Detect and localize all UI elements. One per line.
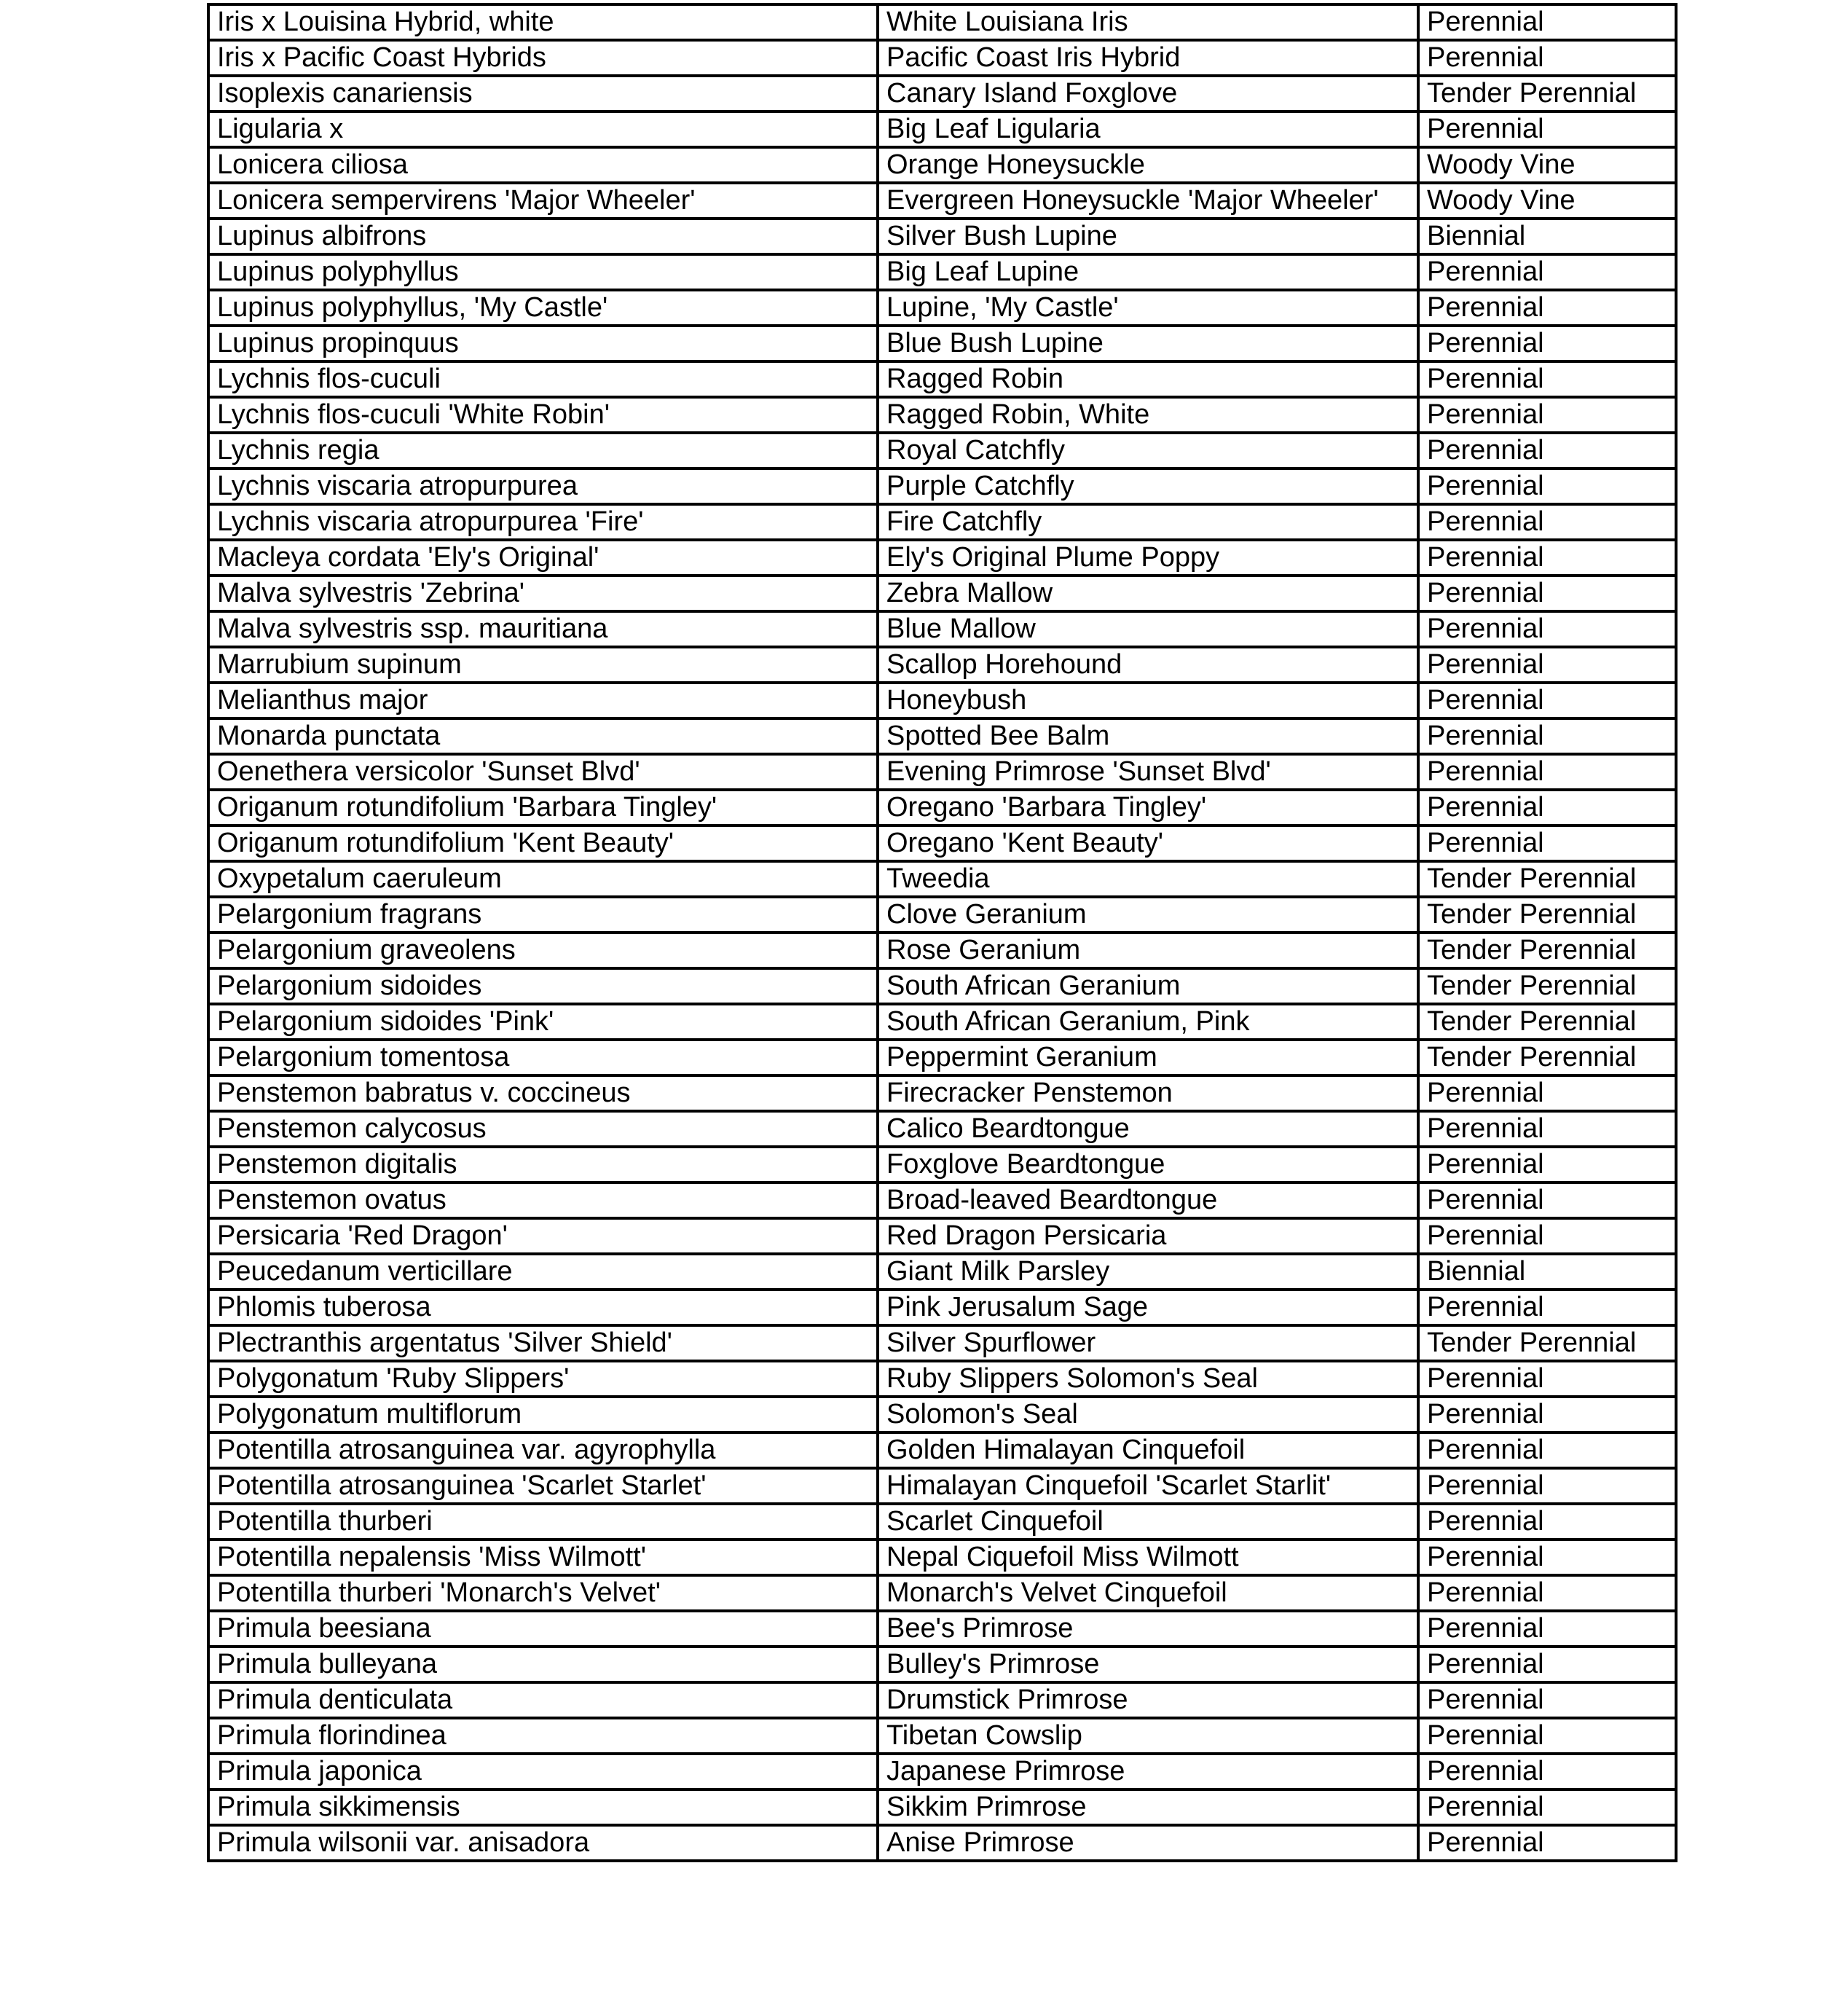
plant-type-cell: Perennial <box>1418 290 1676 326</box>
common-name-cell: Drumstick Primrose <box>878 1682 1418 1718</box>
scientific-name-cell: Potentilla nepalensis 'Miss Wilmott' <box>208 1540 878 1575</box>
table-row <box>208 611 1676 647</box>
common-name-cell: Solomon's Seal <box>878 1397 1418 1432</box>
table-row <box>208 1504 1676 1540</box>
scientific-name-cell: Potentilla atrosanguinea 'Scarlet Starlet' <box>208 1468 878 1504</box>
plant-type-cell: Perennial <box>1418 1361 1676 1397</box>
plant-type-cell: Perennial <box>1418 1504 1676 1540</box>
table-row <box>208 933 1676 968</box>
scientific-name-cell: Marrubium supinum <box>208 647 878 683</box>
common-name-cell: Oregano 'Barbara Tingley' <box>878 790 1418 825</box>
common-name-cell: Silver Bush Lupine <box>878 219 1418 254</box>
table-row <box>208 683 1676 718</box>
scientific-name-cell: Lychnis viscaria atropurpurea 'Fire' <box>208 504 878 540</box>
plant-type-cell: Woody Vine <box>1418 147 1676 183</box>
table-row <box>208 504 1676 540</box>
table-row <box>208 183 1676 219</box>
plant-type-cell: Tender Perennial <box>1418 861 1676 897</box>
scientific-name-cell: Polygonatum 'Ruby Slippers' <box>208 1361 878 1397</box>
plant-type-cell: Perennial <box>1418 1718 1676 1754</box>
plant-type-cell: Perennial <box>1418 1647 1676 1682</box>
table-row <box>208 1718 1676 1754</box>
plant-type-cell: Tender Perennial <box>1418 1325 1676 1361</box>
common-name-cell: Bee's Primrose <box>878 1611 1418 1647</box>
scientific-name-cell: Lonicera ciliosa <box>208 147 878 183</box>
table-row <box>208 468 1676 504</box>
scientific-name-cell: Primula beesiana <box>208 1611 878 1647</box>
plant-type-cell: Perennial <box>1418 790 1676 825</box>
scientific-name-cell: Primula sikkimensis <box>208 1789 878 1825</box>
common-name-cell: Clove Geranium <box>878 897 1418 933</box>
table-row <box>208 1182 1676 1218</box>
plant-type-cell: Tender Perennial <box>1418 1040 1676 1075</box>
common-name-cell: Oregano 'Kent Beauty' <box>878 825 1418 861</box>
plant-type-cell: Perennial <box>1418 754 1676 790</box>
common-name-cell: Golden Himalayan Cinquefoil <box>878 1432 1418 1468</box>
common-name-cell: Peppermint Geranium <box>878 1040 1418 1075</box>
scientific-name-cell: Melianthus major <box>208 683 878 718</box>
common-name-cell: Japanese Primrose <box>878 1754 1418 1789</box>
scientific-name-cell: Lychnis flos-cuculi 'White Robin' <box>208 397 878 433</box>
common-name-cell: Pink Jerusalum Sage <box>878 1290 1418 1325</box>
plant-type-cell: Perennial <box>1418 326 1676 361</box>
scientific-name-cell: Primula denticulata <box>208 1682 878 1718</box>
table-row <box>208 76 1676 111</box>
plant-type-cell: Perennial <box>1418 468 1676 504</box>
common-name-cell: Spotted Bee Balm <box>878 718 1418 754</box>
common-name-cell: South African Geranium, Pink <box>878 1004 1418 1040</box>
scientific-name-cell: Potentilla thurberi <box>208 1504 878 1540</box>
table-row <box>208 147 1676 183</box>
common-name-cell: Foxglove Beardtongue <box>878 1147 1418 1182</box>
plant-type-cell: Perennial <box>1418 1111 1676 1147</box>
scientific-name-cell: Pelargonium sidoides <box>208 968 878 1004</box>
plant-type-cell: Tender Perennial <box>1418 897 1676 933</box>
scientific-name-cell: Malva sylvestris 'Zebrina' <box>208 576 878 611</box>
scientific-name-cell: Lychnis flos-cuculi <box>208 361 878 397</box>
scientific-name-cell: Lupinus propinquus <box>208 326 878 361</box>
common-name-cell: Fire Catchfly <box>878 504 1418 540</box>
table-row <box>208 1218 1676 1254</box>
common-name-cell: Tibetan Cowslip <box>878 1718 1418 1754</box>
scientific-name-cell: Lupinus albifrons <box>208 219 878 254</box>
plant-table-body <box>208 4 1676 1861</box>
plant-type-cell: Perennial <box>1418 1432 1676 1468</box>
table-row <box>208 1325 1676 1361</box>
scientific-name-cell: Penstemon calycosus <box>208 1111 878 1147</box>
common-name-cell: Bulley's Primrose <box>878 1647 1418 1682</box>
plant-type-cell: Perennial <box>1418 1075 1676 1111</box>
common-name-cell: South African Geranium <box>878 968 1418 1004</box>
table-row <box>208 1682 1676 1718</box>
plant-type-cell: Perennial <box>1418 504 1676 540</box>
common-name-cell: Evergreen Honeysuckle 'Major Wheeler' <box>878 183 1418 219</box>
scientific-name-cell: Primula florindinea <box>208 1718 878 1754</box>
plant-type-cell: Perennial <box>1418 1611 1676 1647</box>
plant-type-cell: Perennial <box>1418 1218 1676 1254</box>
table-row <box>208 1397 1676 1432</box>
table-row <box>208 361 1676 397</box>
plant-type-cell: Biennial <box>1418 1254 1676 1290</box>
scientific-name-cell: Primula bulleyana <box>208 1647 878 1682</box>
plant-type-cell: Perennial <box>1418 433 1676 468</box>
table-row <box>208 326 1676 361</box>
common-name-cell: Evening Primrose 'Sunset Blvd' <box>878 754 1418 790</box>
table-row <box>208 825 1676 861</box>
common-name-cell: Lupine, 'My Castle' <box>878 290 1418 326</box>
common-name-cell: Nepal Ciquefoil Miss Wilmott <box>878 1540 1418 1575</box>
plant-type-cell: Tender Perennial <box>1418 76 1676 111</box>
scientific-name-cell: Origanum rotundifolium 'Kent Beauty' <box>208 825 878 861</box>
table-row <box>208 576 1676 611</box>
common-name-cell: Zebra Mallow <box>878 576 1418 611</box>
scientific-name-cell: Penstemon ovatus <box>208 1182 878 1218</box>
plant-type-cell: Perennial <box>1418 1540 1676 1575</box>
table-row <box>208 1540 1676 1575</box>
common-name-cell: Royal Catchfly <box>878 433 1418 468</box>
plant-type-cell: Perennial <box>1418 825 1676 861</box>
scientific-name-cell: Ligularia x <box>208 111 878 147</box>
common-name-cell: Honeybush <box>878 683 1418 718</box>
scientific-name-cell: Monarda punctata <box>208 718 878 754</box>
scientific-name-cell: Lupinus polyphyllus, 'My Castle' <box>208 290 878 326</box>
table-row <box>208 1004 1676 1040</box>
table-row <box>208 1254 1676 1290</box>
scientific-name-cell: Polygonatum multiflorum <box>208 1397 878 1432</box>
plant-type-cell: Perennial <box>1418 576 1676 611</box>
plant-type-cell: Perennial <box>1418 254 1676 290</box>
plant-type-cell: Perennial <box>1418 1182 1676 1218</box>
common-name-cell: Sikkim Primrose <box>878 1789 1418 1825</box>
common-name-cell: Big Leaf Lupine <box>878 254 1418 290</box>
scientific-name-cell: Pelargonium sidoides 'Pink' <box>208 1004 878 1040</box>
table-row <box>208 290 1676 326</box>
scientific-name-cell: Lychnis regia <box>208 433 878 468</box>
plant-type-cell: Tender Perennial <box>1418 968 1676 1004</box>
common-name-cell: White Louisiana Iris <box>878 4 1418 40</box>
table-row <box>208 1432 1676 1468</box>
common-name-cell: Blue Mallow <box>878 611 1418 647</box>
plant-type-cell: Perennial <box>1418 1290 1676 1325</box>
common-name-cell: Scallop Horehound <box>878 647 1418 683</box>
common-name-cell: Anise Primrose <box>878 1825 1418 1861</box>
scientific-name-cell: Penstemon babratus v. coccineus <box>208 1075 878 1111</box>
common-name-cell: Giant Milk Parsley <box>878 1254 1418 1290</box>
common-name-cell: Ragged Robin, White <box>878 397 1418 433</box>
table-row <box>208 1468 1676 1504</box>
plant-type-cell: Tender Perennial <box>1418 933 1676 968</box>
scientific-name-cell: Potentilla thurberi 'Monarch's Velvet' <box>208 1575 878 1611</box>
scientific-name-cell: Lychnis viscaria atropurpurea <box>208 468 878 504</box>
common-name-cell: Rose Geranium <box>878 933 1418 968</box>
plant-type-cell: Biennial <box>1418 219 1676 254</box>
table-row <box>208 1147 1676 1182</box>
plant-type-cell: Perennial <box>1418 540 1676 576</box>
plant-type-cell: Perennial <box>1418 111 1676 147</box>
scientific-name-cell: Origanum rotundifolium 'Barbara Tingley' <box>208 790 878 825</box>
table-row <box>208 433 1676 468</box>
common-name-cell: Blue Bush Lupine <box>878 326 1418 361</box>
table-row <box>208 968 1676 1004</box>
table-row <box>208 1647 1676 1682</box>
plant-type-cell: Perennial <box>1418 1147 1676 1182</box>
scientific-name-cell: Peucedanum verticillare <box>208 1254 878 1290</box>
common-name-cell: Calico Beardtongue <box>878 1111 1418 1147</box>
scientific-name-cell: Lupinus polyphyllus <box>208 254 878 290</box>
scientific-name-cell: Plectranthis argentatus 'Silver Shield' <box>208 1325 878 1361</box>
plant-type-cell: Perennial <box>1418 1825 1676 1861</box>
scientific-name-cell: Isoplexis canariensis <box>208 76 878 111</box>
common-name-cell: Big Leaf Ligularia <box>878 111 1418 147</box>
scientific-name-cell: Iris x Louisina Hybrid, white <box>208 4 878 40</box>
scientific-name-cell: Macleya cordata 'Ely's Original' <box>208 540 878 576</box>
plant-type-cell: Perennial <box>1418 1468 1676 1504</box>
table-row <box>208 754 1676 790</box>
table-row <box>208 219 1676 254</box>
common-name-cell: Ruby Slippers Solomon's Seal <box>878 1361 1418 1397</box>
common-name-cell: Firecracker Penstemon <box>878 1075 1418 1111</box>
table-row <box>208 718 1676 754</box>
common-name-cell: Monarch's Velvet Cinquefoil <box>878 1575 1418 1611</box>
scientific-name-cell: Primula japonica <box>208 1754 878 1789</box>
plant-type-cell: Perennial <box>1418 611 1676 647</box>
scientific-name-cell: Iris x Pacific Coast Hybrids <box>208 40 878 76</box>
plant-type-cell: Perennial <box>1418 647 1676 683</box>
plant-type-cell: Perennial <box>1418 1682 1676 1718</box>
table-row <box>208 1075 1676 1111</box>
table-row <box>208 397 1676 433</box>
plant-type-cell: Perennial <box>1418 1789 1676 1825</box>
scientific-name-cell: Penstemon digitalis <box>208 1147 878 1182</box>
scientific-name-cell: Phlomis tuberosa <box>208 1290 878 1325</box>
common-name-cell: Orange Honeysuckle <box>878 147 1418 183</box>
common-name-cell: Scarlet Cinquefoil <box>878 1504 1418 1540</box>
common-name-cell: Ely's Original Plume Poppy <box>878 540 1418 576</box>
table-row <box>208 861 1676 897</box>
scientific-name-cell: Lonicera sempervirens 'Major Wheeler' <box>208 183 878 219</box>
plant-type-cell: Perennial <box>1418 718 1676 754</box>
scientific-name-cell: Primula wilsonii var. anisadora <box>208 1825 878 1861</box>
plant-type-cell: Perennial <box>1418 1397 1676 1432</box>
table-row <box>208 254 1676 290</box>
table-row <box>208 1825 1676 1861</box>
table-row <box>208 4 1676 40</box>
table-row <box>208 540 1676 576</box>
table-row <box>208 1040 1676 1075</box>
common-name-cell: Pacific Coast Iris Hybrid <box>878 40 1418 76</box>
table-row <box>208 790 1676 825</box>
common-name-cell: Himalayan Cinquefoil 'Scarlet Starlit' <box>878 1468 1418 1504</box>
table-row <box>208 1611 1676 1647</box>
table-row <box>208 1754 1676 1789</box>
plant-type-cell: Woody Vine <box>1418 183 1676 219</box>
common-name-cell: Purple Catchfly <box>878 468 1418 504</box>
plant-type-cell: Perennial <box>1418 40 1676 76</box>
common-name-cell: Red Dragon Persicaria <box>878 1218 1418 1254</box>
table-row <box>208 1290 1676 1325</box>
common-name-cell: Silver Spurflower <box>878 1325 1418 1361</box>
plant-type-cell: Perennial <box>1418 397 1676 433</box>
scientific-name-cell: Persicaria 'Red Dragon' <box>208 1218 878 1254</box>
common-name-cell: Ragged Robin <box>878 361 1418 397</box>
plant-type-cell: Perennial <box>1418 1754 1676 1789</box>
table-row <box>208 1361 1676 1397</box>
table-row <box>208 1575 1676 1611</box>
plant-type-cell: Perennial <box>1418 4 1676 40</box>
plant-type-cell: Perennial <box>1418 1575 1676 1611</box>
table-row <box>208 897 1676 933</box>
table-row <box>208 647 1676 683</box>
plant-type-cell: Perennial <box>1418 361 1676 397</box>
table-row <box>208 40 1676 76</box>
scientific-name-cell: Malva sylvestris ssp. mauritiana <box>208 611 878 647</box>
scientific-name-cell: Oxypetalum caeruleum <box>208 861 878 897</box>
table-row <box>208 111 1676 147</box>
plant-table <box>207 3 1678 1862</box>
common-name-cell: Broad-leaved Beardtongue <box>878 1182 1418 1218</box>
scientific-name-cell: Pelargonium graveolens <box>208 933 878 968</box>
plant-type-cell: Tender Perennial <box>1418 1004 1676 1040</box>
table-row <box>208 1111 1676 1147</box>
plant-type-cell: Perennial <box>1418 683 1676 718</box>
scientific-name-cell: Potentilla atrosanguinea var. agyrophylla <box>208 1432 878 1468</box>
scientific-name-cell: Pelargonium tomentosa <box>208 1040 878 1075</box>
scientific-name-cell: Pelargonium fragrans <box>208 897 878 933</box>
scientific-name-cell: Oenethera versicolor 'Sunset Blvd' <box>208 754 878 790</box>
table-row <box>208 1789 1676 1825</box>
common-name-cell: Tweedia <box>878 861 1418 897</box>
common-name-cell: Canary Island Foxglove <box>878 76 1418 111</box>
